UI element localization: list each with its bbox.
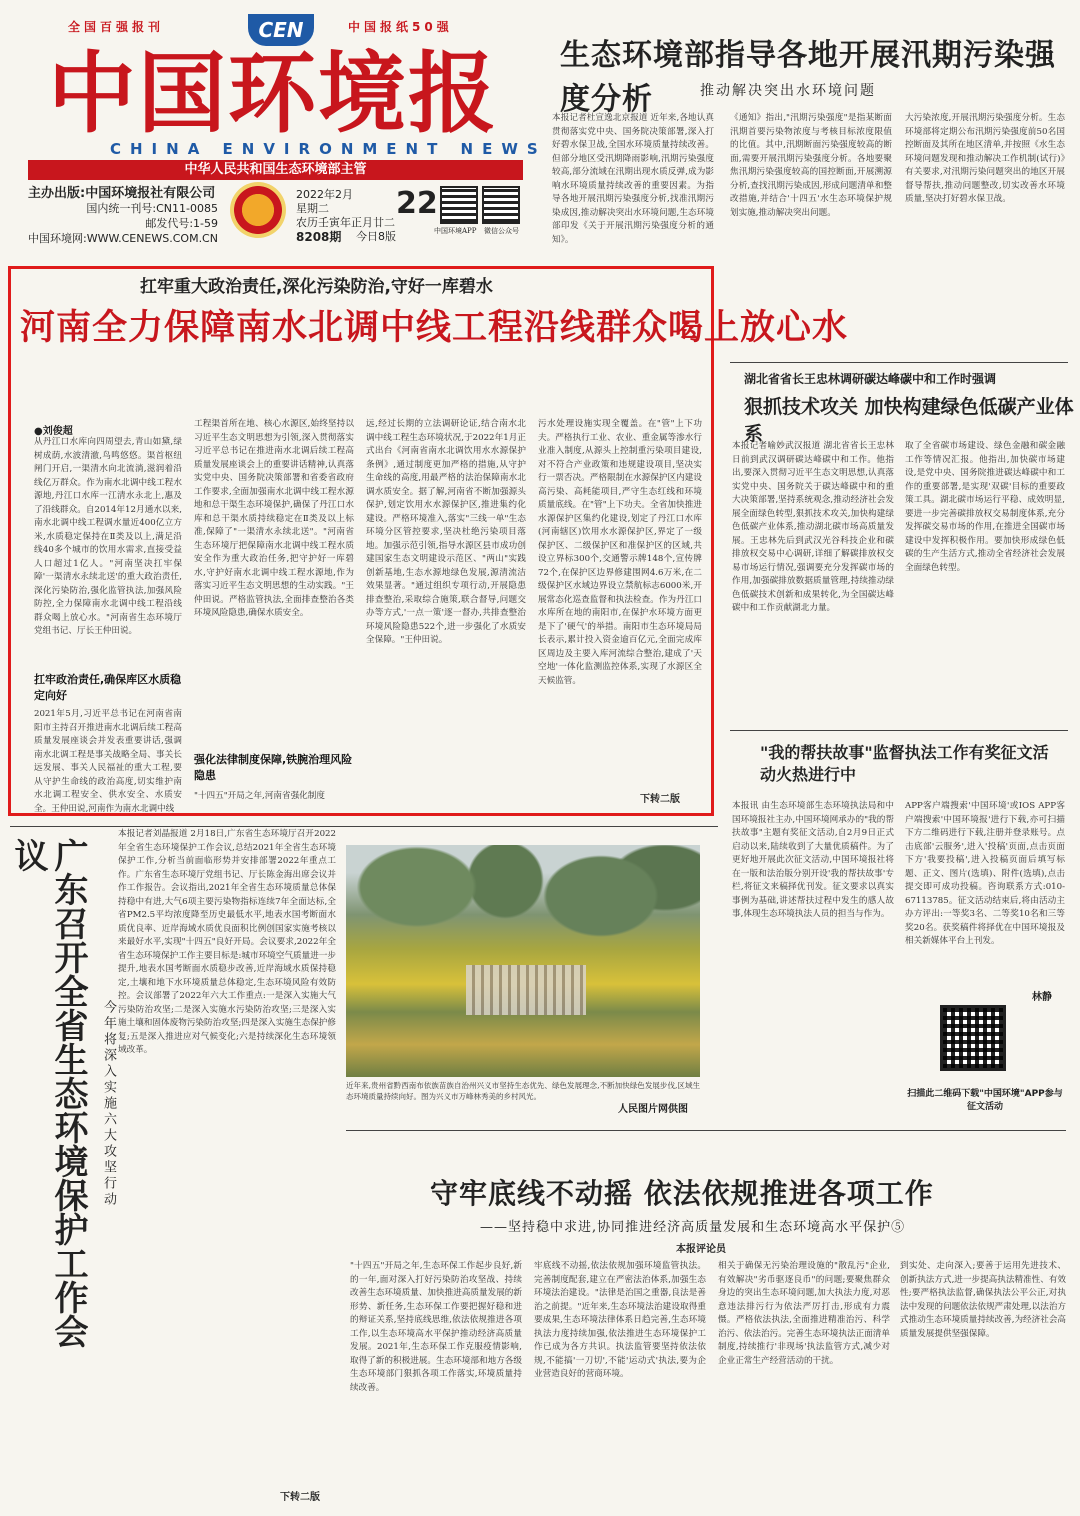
date-day: 22 <box>396 186 438 221</box>
newspaper-english-title: CHINA ENVIRONMENT NEWS <box>110 140 547 158</box>
divider <box>730 362 1068 363</box>
lunar-date: 农历壬寅年正月廿二 <box>296 216 395 229</box>
hubei-body: 本报记者喻妙武汉报道 湖北省省长王忠林日前到武汉调研碳达峰碳中和工作。他指出,要深入贯彻习近平生态文明思想,认真落实党中央、国务院关于碳达峰碳中和的重大决策部署,坚持系统观念,推动经济社会发展全面绿色转型,狠抓技术攻关,加快构建绿色低碳产业体系,推动湖北碳市场高质量发展。王忠林先后到武汉光谷科技企业和碳排放权交易中心调研,详细了解碳排放权交易市场运行情况,强调要充分发挥碳市场的作用,加强碳排放数据质量管理,持续推动绿色低碳技术创新和成果转化,为全国碳达峰碳中和工作贡献湖北力量。 <box>732 441 894 613</box>
guangdong-subhead: 今年将深入实施六大攻坚行动 <box>101 1000 116 1208</box>
postal-code: 邮发代号:1-59 <box>145 217 218 230</box>
qr2-label: 微信公众号 <box>484 227 519 235</box>
village-houses <box>466 965 586 1015</box>
anniversary-emblem-icon <box>230 182 286 238</box>
guangdong-body: 本报记者刘晶报道 2月18日,广东省生态环境厅召开2022年全省生态环境保护工作会议,总结2021年全省生态环境保护工作,分析当前面临形势并安排部署2022年重点工作。广东省生态环境厅党组书记、厅长陈金海出席会议并作工作报告。会议指出,2021年全省生态环境质量总体保持稳中有进,大气6项主要污染物指标连续7年全面达标,全省PM2.5平均浓度降至历史最低水平,地表水国考断面水质优良率、近岸海域水质优良面积比例创国家实施考核以来最好水平,实现"十四五"良好开局。会议要求,2022年全省生态环境保护工作主要目标是:城市环境空气质量进一步提升,地表水国考断面水质稳步改善,近岸海域水质保持稳定,土壤和地下水环境质量总体稳定,生态环境风险有效防控。会议部署了2022年六大工作重点:一是深入实施大气污染防治攻坚;二是深入实施水污染防治攻坚;三是深入实施土壤和固体废物污染防治攻坚;四是深入实施生态保护修复;五是深入推进应对气候变化;六是持续深化生态环境领域改革。 <box>118 829 336 1055</box>
lead-continued: 下转二版 <box>640 794 680 805</box>
hubei-headline: 狠抓技术攻关 加快构建绿色低碳产业体系 <box>744 396 1074 445</box>
lead-col1b: 2021年5月,习近平总书记在河南省南阳市主持召开推进南水北调后续工程高质量发展座谈会并发表重要讲话,强调南水北调工程是事关战略全局、事关长远发展、事关人民福祉的重大工程,要从守护生命线的政治高度,切实维护南水北调工程安全、供水安全、水质安全。王仲田说,河南作为南水北调中线 <box>34 709 182 814</box>
guangdong-continued: 下转二版 <box>280 1492 320 1503</box>
weekday: 星期二 <box>296 202 329 215</box>
top-right-body-col1: 本报记者杜宣逸北京报道 近年来,各地认真贯彻落实党中央、国务院决策部署,深入打好碧水保卫战,全国水环境质量持续改善。但部分地区受汛期降雨影响,汛期污染强度较高,部分流域在汛期出现水质反弹,成为影响水环境质量持续改善的重要因素。为指导各地开展汛期污染强度分析,找准汛期污染成因,推动解决突出水环境问题,生态环境部印发《关于开展汛期污染强度分析的通知》。 <box>552 113 714 245</box>
qr-codes <box>434 186 520 246</box>
hubei-body2: 取了全省碳市场建设、绿色金融和碳金融工作等情况汇报。他指出,加快碳市场建设,是党中央、国务院推进碳达峰碳中和工作的重要部署,是实现'双碳'目标的重要政策工具。湖北碳市场运行平稳、成效明显,要进一步完善碳排放权交易制度体系,充分发挥碳交易市场的作用,在推进全国碳市场建设中发挥积极作用。要加快形成绿色低碳的生产生活方式,推动全省经济社会发展全面绿色转型。 <box>905 441 1065 573</box>
top-right-subhead: 推动解决突出水环境问题 <box>700 83 876 99</box>
divider <box>730 730 1068 731</box>
landscape-photo <box>346 845 700 1077</box>
publication-info <box>28 186 218 246</box>
lead-col2: 工程渠首所在地、核心水源区,始终坚持以习近平生态文明思想为引领,深入贯彻落实习近平总书记在推进南水北调后续工程高质量发展座谈会上的重要讲话精神,认真落实党中央、国务院决策部署和省委省政府工作要求,全面加强南水北调中线工程水源地和总干渠生态环境保护,确保了丹江口水库和总干渠水质持续稳定在Ⅱ类及以上标准,保障了"一渠清水永续北送"。"河南省生态环境厅把保障南水北调中线工程水质安全作为重大政治任务,把守护好一库碧水,守护好南水北调中线工程水源地,作为落实习近平生态文明思想的生动实践。"王仲田说。严格监管执法,全面排查整治各类环境风险隐患,确保水质安全。 <box>194 419 354 618</box>
cn-number: 国内统一刊号:CN11-0085 <box>86 202 218 215</box>
lead-kicker: 扛牢重大政治责任,深化污染防治,守好一库碧水 <box>140 277 493 297</box>
date-year-month: 2022年2月 <box>296 188 353 201</box>
lead-col1: 从丹江口水库向四周望去,青山如黛,绿树成荫,水波清澈,鸟鸣悠悠。渠首枢纽闸门开启,一渠清水向北流淌,滋润着沿线亿万群众。作为南水北调中线工程水源地,丹江口水库一江清水永北上,惠及了沿线群众。自2014年12月通水以来,南水北调中线工程调水量近400亿立方米,水质稳定保持在Ⅱ类及以上,满足沿线40多个城市的饮用水需求,直接受益人口超过1亿人。"河南坚决扛牢保障'一渠清水永续北送'的重大政治责任,深化污染防治,强化监管执法,加强风险防控,全力保障南水北调中线工程沿线群众喝上放心水。"河南省生态环境厅党组书记、厅长王仲田说。 <box>34 437 182 636</box>
website: 中国环境网:WWW.CENEWS.COM.CN <box>28 232 218 245</box>
top-right-body-col2: 《通知》指出,"汛期污染强度"是指某断面汛期首要污染物浓度与考核目标浓度限值的比值。其中,汛期断面污染强度较高的断面,需要开展汛期污染强度分析。各地要聚焦汛期污染强度较高的国控断面,开展溯源分析,查找汛期污染成因,形成问题清单和整改措施,并结合'十四五'水生态环境保护规划实施,推动解决突出问题。 <box>730 113 892 218</box>
masthead-topline <box>28 14 523 44</box>
lead-byline: ●刘俊超 <box>34 426 73 437</box>
pages: 今日8版 <box>356 230 396 243</box>
contest-qr-caption: 扫描此二维码下载"中国环境"APP参与征文活动 <box>907 1089 1063 1112</box>
sponsor-bar: 中华人民共和国生态环境部主管 <box>28 160 523 180</box>
contest-author: 林静 <box>1032 992 1052 1003</box>
contest-headline: "我的帮扶故事"监督执法工作有奖征文活动火热进行中 <box>760 743 1049 784</box>
publisher: 主办出版:中国环境报社有限公司 <box>28 186 216 201</box>
lead-col3: 远,经过长期的立法调研论证,结合南水北调中线工程生态环境状况,于2022年1月正式出台《河南省南水北调饮用水水源保护条例》,通过制度更加严格的措施,从守护生命线的高度,用最严格的法治保障南水北调水质安全。据了解,河南省不断加强源头保护,划定饮用水水源保护区,推进集约化建设。严格环境准入,落实"三线一单"生态环境分区管控要求,坚决杜绝污染项目落地。加强示范引领,指导水源区县市成功创建国家生态文明建设示范区、"两山"实践创新基地,生态水源地绿色发展,源清流洁效果显著。"通过组织专项行动,开展隐患排查整治,采取综合施策,联合督导,问题交办等方式,'一点一策'逐一督办,共排查整治环境风险隐患522个,进一步强化了水质安全保障。"王仲田说。 <box>366 419 526 645</box>
wechat-qr-icon[interactable] <box>482 186 520 224</box>
qr1-label: 中国环境APP <box>434 227 477 235</box>
left-slogan: 全国百强报刊 <box>68 20 165 34</box>
newspaper-title: 中国环境报 <box>48 42 499 145</box>
right-slogan: 中国报纸50强 <box>348 20 453 34</box>
date-block <box>296 186 438 244</box>
commentary-col4: 到实处、走向深入;要善于运用先进技术、创新执法方式,进一步提高执法精准性、有效性;要严格执法监督,确保执法公平公正,对执法中发现的问题依法依规严肃处理,以法治方式推动生态环境质量持续改善,为经济社会高质量发展提供坚强保障。 <box>900 1261 1067 1339</box>
contest-body2: APP客户端搜索'中国环境'或IOS APP客户端搜索'中国环境报'进行下载,亦可扫描下方二维码进行下载,注册并登录账号。点击底部'云服务',进入'投稿'页面,点击页面下方'我要投稿',进入投稿页面后填写标题、正文、图片(选填)、附件(选填),点击提交即可成功投稿。咨询联系方式:010-67113785。征文活动结束后,将由活动主办方评出:一等奖3名、二等奖10名和三等奖20名。获奖稿件将择优在中国环境报及相关新媒体平台上刊发。 <box>905 801 1065 946</box>
photo-credit: 人民图片网供图 <box>618 1104 688 1115</box>
divider <box>10 826 718 827</box>
issue-number: 8208期 <box>296 230 342 244</box>
guangdong-headline: 广东召开全省生态环境保护工作会议 <box>8 838 88 1348</box>
commentary-col1: "十四五"开局之年,生态环保工作起步良好,新的一年,面对深入打好污染防治攻坚战、持续改善生态环境质量、加快推进高质量发展的新形势、新任务,生态环保工作要把握好稳和进的辩证关系,坚持底线思维,依法依规推进各项工作,以生态环境高水平保护推动经济高质量发展。2021年,生态环保工作克服疫情影响,取得了新的积极进展。生态环境部和地方各级生态环境部门狠抓各项工作落实,环境质量持续改善。 <box>350 1261 522 1393</box>
top-right-headline: 生态环境部指导各地开展汛期污染强度分析 <box>560 38 1056 117</box>
commentary-col2: 牢底线不动摇,依法依规加强环境监管执法。完善制度配套,建立在严密法治体系,加强生态环境法治建设。"法律是治国之重器,良法是善治之前提。"近年来,生态环境法治建设取得重要成果,生态环境法律体系日趋完善,生态环境执法力度持续加强,依法推进生态环境保护工作已成为各方共识。执法监管要坚持依法依规,不能搞'一刀切',不能'运动式'执法,要为企业营造良好的营商环境。 <box>534 1261 706 1379</box>
commentary-col3: 相关于确保无污染治理设施的"散乱污"企业,有效解决"劣币驱逐良币"的问题;要聚焦群众身边的突出生态环境问题,加大执法力度,对恶意违法排污行为依法严厉打击,形成有力震慑。严格依法执法,全面推进精准治污、科学治污、依法治污。完善生态环境执法正面清单制度,持续推行'非现场'执法监管方式,减少对企业正常生产经营活动的干扰。 <box>718 1261 890 1366</box>
top-right-body-col3: 大污染浓度,开展汛期污染强度分析。生态环境部将定期公布汛期污染强度前50名国控断面及其所在地区清单,并按照《水生态环境问题发现和推动解决工作机制(试行)》有关要求,对汛期污染问题突出的地区开展督导帮扶,推动问题整改,切实改善水环境质量,坚决打好碧水保卫战。 <box>905 113 1065 204</box>
lead-subhead1: 扛牢政治责任,确保库区水质稳定向好 <box>34 673 182 702</box>
lead-col4: 污水处理设施实现全覆盖。在"管"上下功夫。严格执行工业、农业、重金属等渗水行业准入制度,从源头上控制重污染项目建设,对不符合产业政策和违规建设项目,坚决实行一票否决。严格限制在水源保护区内建设高污染、高耗能项目,严守生态红线和环境质量底线。在"管"上下功夫。全省加快推进水源保护区集约化建设,划定了丹江口水库(河南辖区)饮用水水源保护区,界定了一级保护区、二级保护区和准保护区的区域,共设立界标300个,交通警示牌148个,宣传牌72个,在保护区边界修建围网4.6万米,在二级保护区水域边界设立禁航标志6000米,开展常态化巡查监督和执法检查。作为丹江口水库所在地的南阳市,在保护水环境方面更是下了'硬气'的举措。南阳市生态环境局局长表示,累计投入资金逾百亿元,全面完成库区周边及主要入库河流综合整治,建成了'天空地'一体化监测监控体系,实现了水源区全天候监管。 <box>538 419 702 686</box>
lead-headline: 河南全力保障南水北调中线工程沿线群众喝上放心水 <box>20 308 849 348</box>
photo-caption: 近年来,贵州省黔西南布依族苗族自治州兴义市坚持生态优先、绿色发展理念,不断加快绿色发展步伐,区域生态环境质量持续向好。图为兴义市万峰林秀美的乡村风光。 <box>346 1081 700 1101</box>
cen-logo: CEN <box>248 14 314 46</box>
lead-subhead2: 强化法律制度保障,铁腕治理风险隐患 <box>194 753 353 782</box>
divider <box>346 1130 1066 1131</box>
commentary-byline: 本报评论员 <box>676 1244 726 1255</box>
hubei-kicker: 湖北省省长王忠林调研碳达峰碳中和工作时强调 <box>744 372 997 386</box>
commentary-subhead: ——坚持稳中求进,协同推进经济高质量发展和生态环境高水平保护⑤ <box>480 1220 906 1235</box>
app-qr-icon[interactable] <box>440 186 478 224</box>
commentary-headline: 守牢底线不动摇 依法依规推进各项工作 <box>430 1177 934 1210</box>
contest-body: 本报讯 由生态环境部生态环境执法局和中国环境报社主办,中国环境网承办的"我的帮扶故事"主题有奖征文活动,自2月9日正式启动以来,陆续收到了大量优质稿件。为了更好地开展此次征文活动,中国环境报社将在一版和法治版分别开设'我的帮扶故事'专栏,将征文来稿择优刊发。征文要求以真实事例为基础,讲述帮扶过程中发生的感人故事,体现生态环境执法人员的担当与作为。 <box>732 801 894 919</box>
lead-col2b: "十四五"开局之年,河南省强化制度 <box>194 791 325 801</box>
contest-qr-icon[interactable] <box>940 1005 1006 1071</box>
